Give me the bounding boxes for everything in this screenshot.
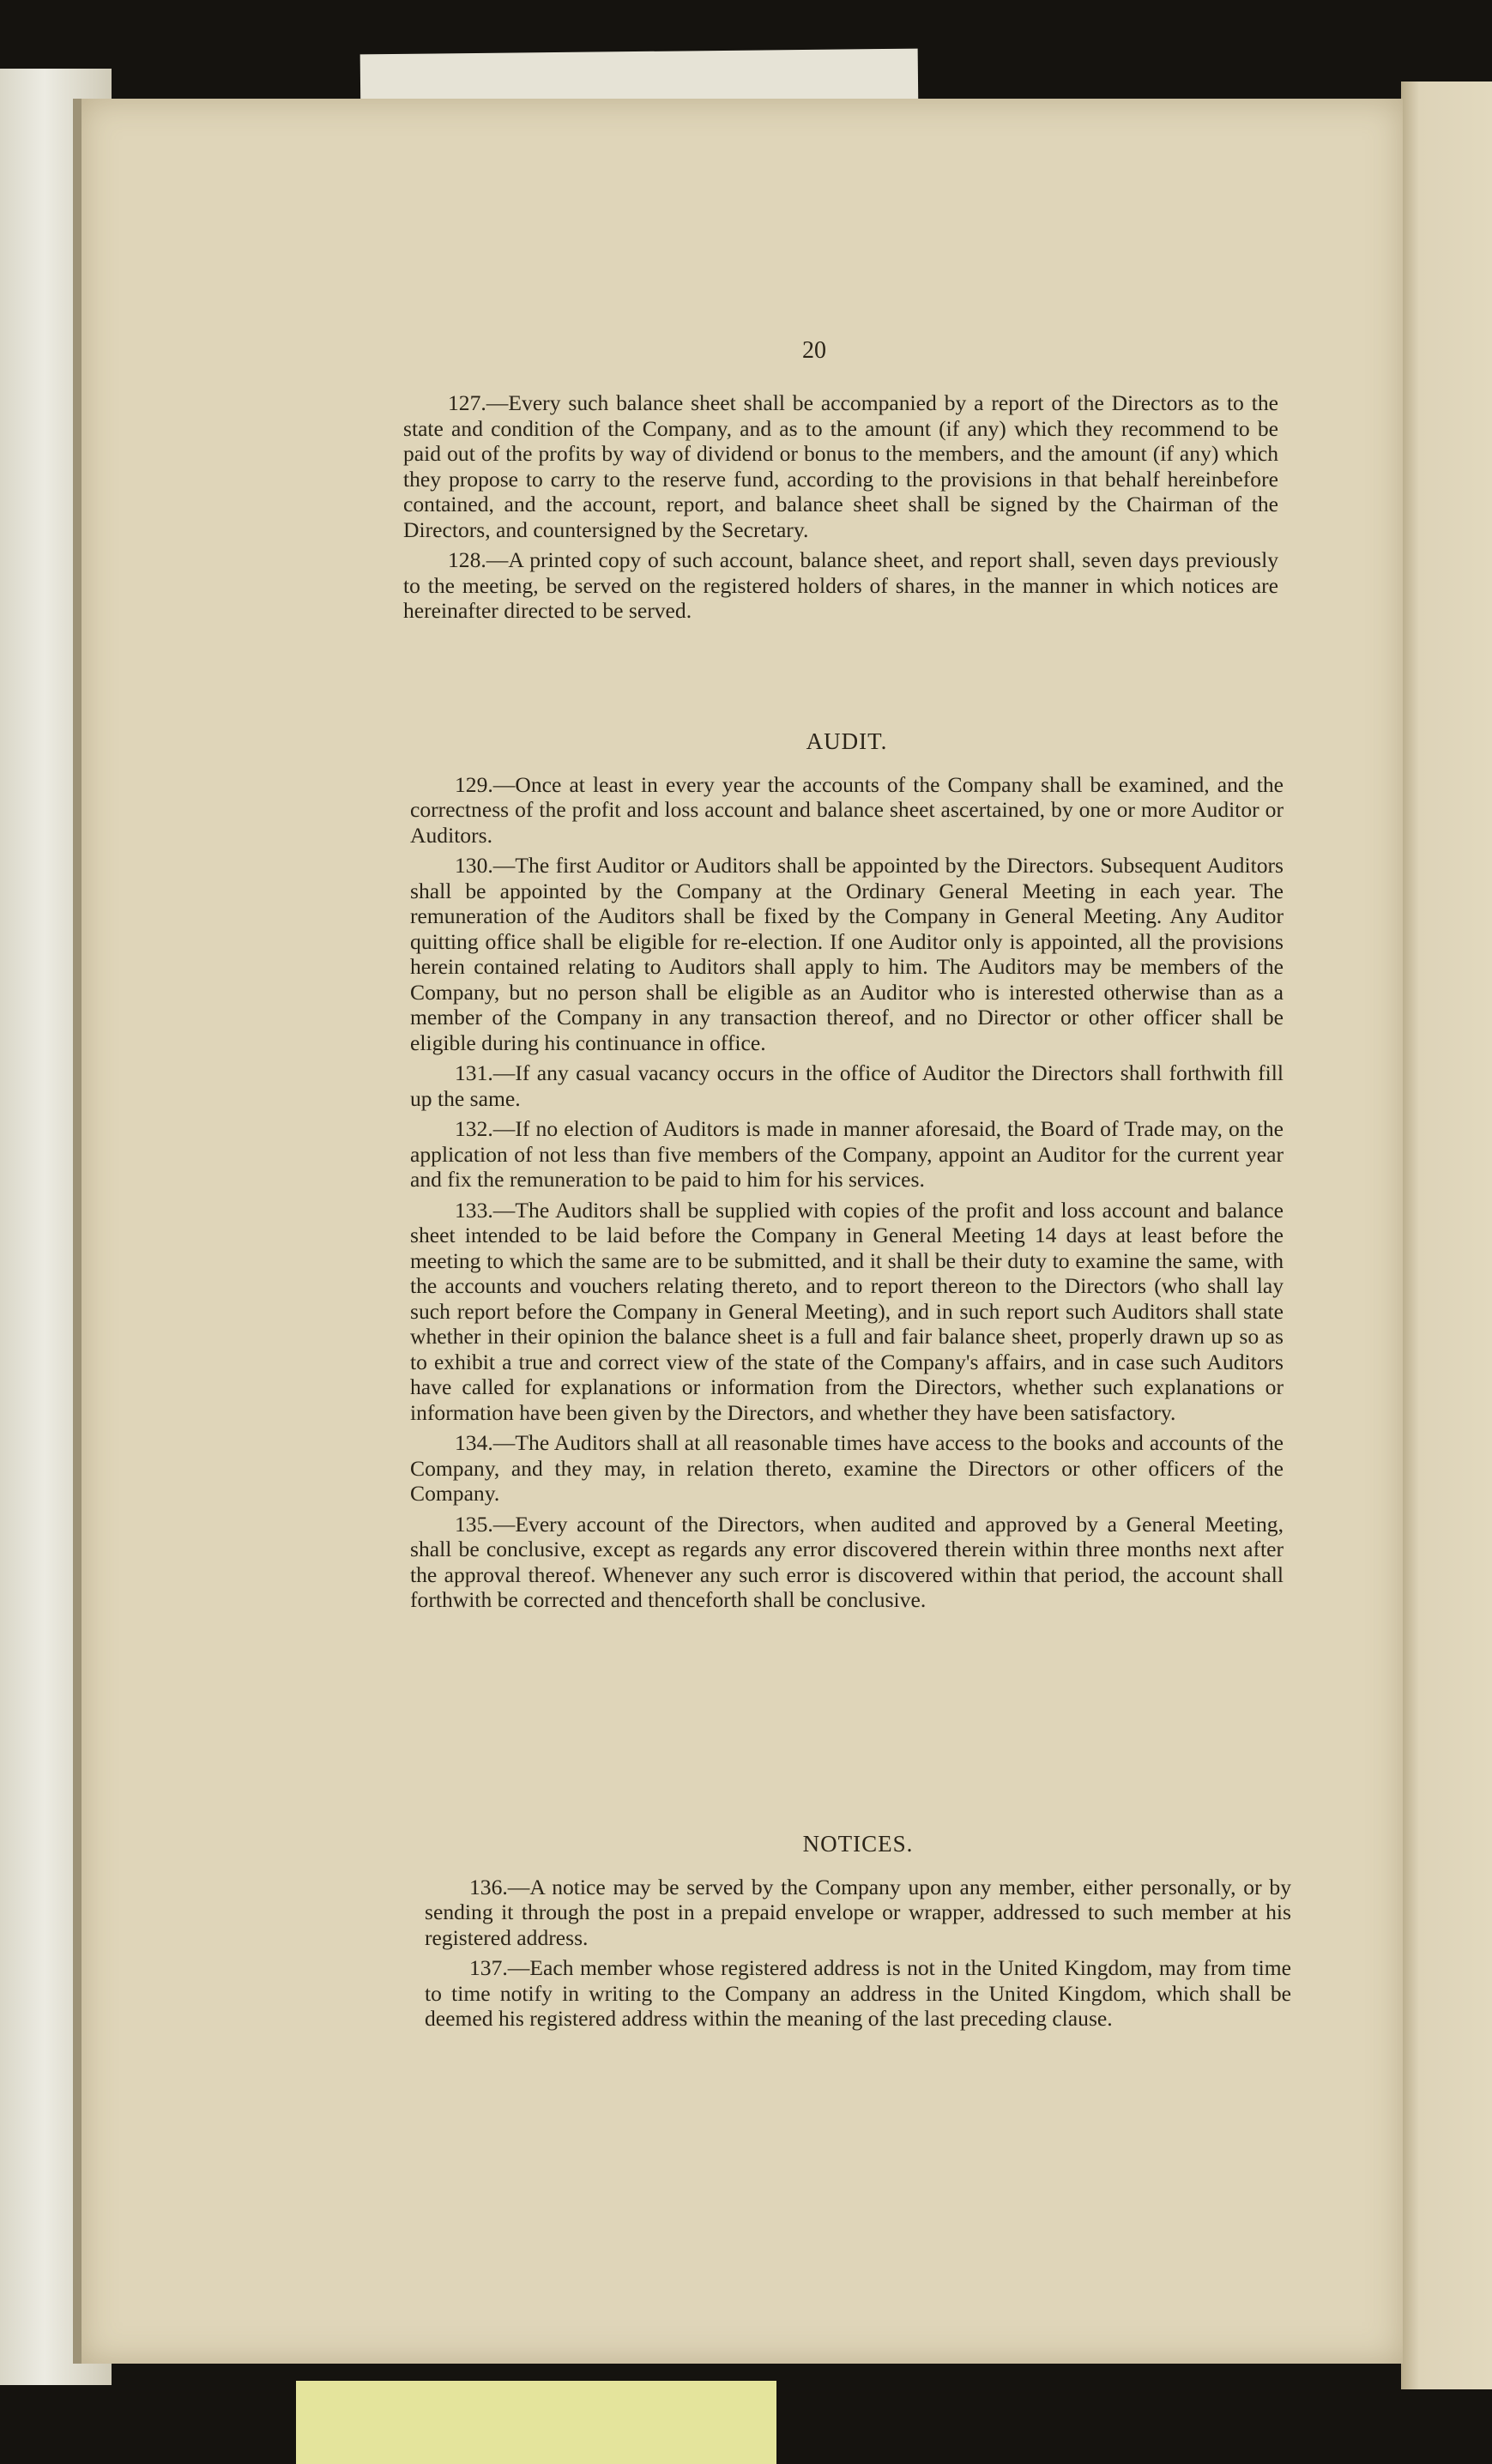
clause-129: 129.—Once at least in every year the accounts of the Company shall be examined, and the correctness of the profit and loss account and balance sheet ascertained, by one or more Auditor or Auditors.: [410, 771, 1284, 848]
notices-section: [425, 1832, 1291, 2037]
clause-136: 136.—A notice may be served by the Company upon any member, either personally, or by sending it through the post in a prepaid envelope or wrapper, addressed to such member at his registered address.: [425, 1874, 1291, 1950]
clause-132: 132.—If no election of Auditors is made in manner aforesaid, the Board of Trade may, on the application of not less than five members of the Company, appoint an Auditor for the current year and fix the remuneration to be paid to him for his services.: [410, 1116, 1284, 1192]
clause-127: 127.—Every such balance sheet shall be accompanied by a report of the Directors as to the state and condition of the Company, and as to the amount (if any) which they recommend to be paid out of the profits by way of dividend or bonus to the members, and the amount (if any) which they propose to carry to the reserve fund, according to the provisions in that behalf hereinbefore contained, and the account, report, and balance sheet shall be signed by the Chairman of the Directors, and countersigned by the Secretary.: [403, 390, 1278, 542]
notices-heading: NOTICES.: [802, 1831, 914, 1857]
page-number: 20: [802, 337, 826, 364]
clause-137: 137.—Each member whose registered address is not in the United Kingdom, may from time to time notify in writing to the Company an address in the United Kingdom, which shall be deemed his registered address within the meaning of the last preceding clause.: [425, 1955, 1291, 2031]
clause-131: 131.—If any casual vacancy occurs in the office of Auditor the Directors shall forthwith fill up the same.: [410, 1060, 1284, 1111]
clause-135: 135.—Every account of the Directors, when audited and approved by a General Meeting, shall be conclusive, except as regards any error discovered therein within three months next after the approval thereof. Whenever any such error is discovered within that period, the account shall forthwith be corrected and thenceforth shall be conclusive.: [410, 1511, 1284, 1612]
clause-128: 128.—A printed copy of such account, balance sheet, and report shall, seven days previously to the meeting, be served on the registered holders of shares, in the manner in which notices are hereinafter directed to be served.: [403, 547, 1278, 623]
clause-133: 133.—The Auditors shall be supplied with copies of the profit and loss account and balance sheet intended to be laid before the Company in General Meeting 14 days at least before the meeting to which the same are to be submitted, and it shall be their duty to examine the same, with the accounts and vouchers relating thereto, and to report thereon to the Directors (who shall lay such report before the Company in General Meeting), and in such report such Auditors shall state whether in their opinion the balance sheet is a full and fair balance sheet, properly drawn up so as to exhibit a true and correct view of the state of the Company's affairs, and in case such Auditors have called for explanations or information from the Directors, whether such explanations or information have been given by the Directors, and whether they have been satisfactory.: [410, 1197, 1284, 1425]
clause-130: 130.—The first Auditor or Auditors shall be appointed by the Directors. Subsequent Auditors shall be appointed by the Company at the Ordinary General Meeting in each year. The remuneration of the Auditors shall be fixed by the Company in General Meeting. Any Auditor quitting office shall be eligible for re-election. If one Auditor only is appointed, all the provisions herein contained relating to Auditors shall apply to him. The Auditors may be members of the Company, but no person shall be eligible as an Auditor who is interested otherwise than as a member of the Company in any transaction thereof, and no Director or other officer shall be eligible during his continuance in office.: [410, 853, 1284, 1055]
top-section: [403, 390, 1278, 629]
clause-134: 134.—The Auditors shall at all reasonable times have access to the books and accounts of the Company, and they may, in relation thereto, examine the Directors or other officers of the Company.: [410, 1430, 1284, 1506]
facing-page-edge: [1401, 82, 1492, 2389]
bookmark-strip: [296, 2381, 776, 2464]
audit-heading: AUDIT.: [806, 728, 888, 754]
audit-section: [410, 729, 1284, 1618]
